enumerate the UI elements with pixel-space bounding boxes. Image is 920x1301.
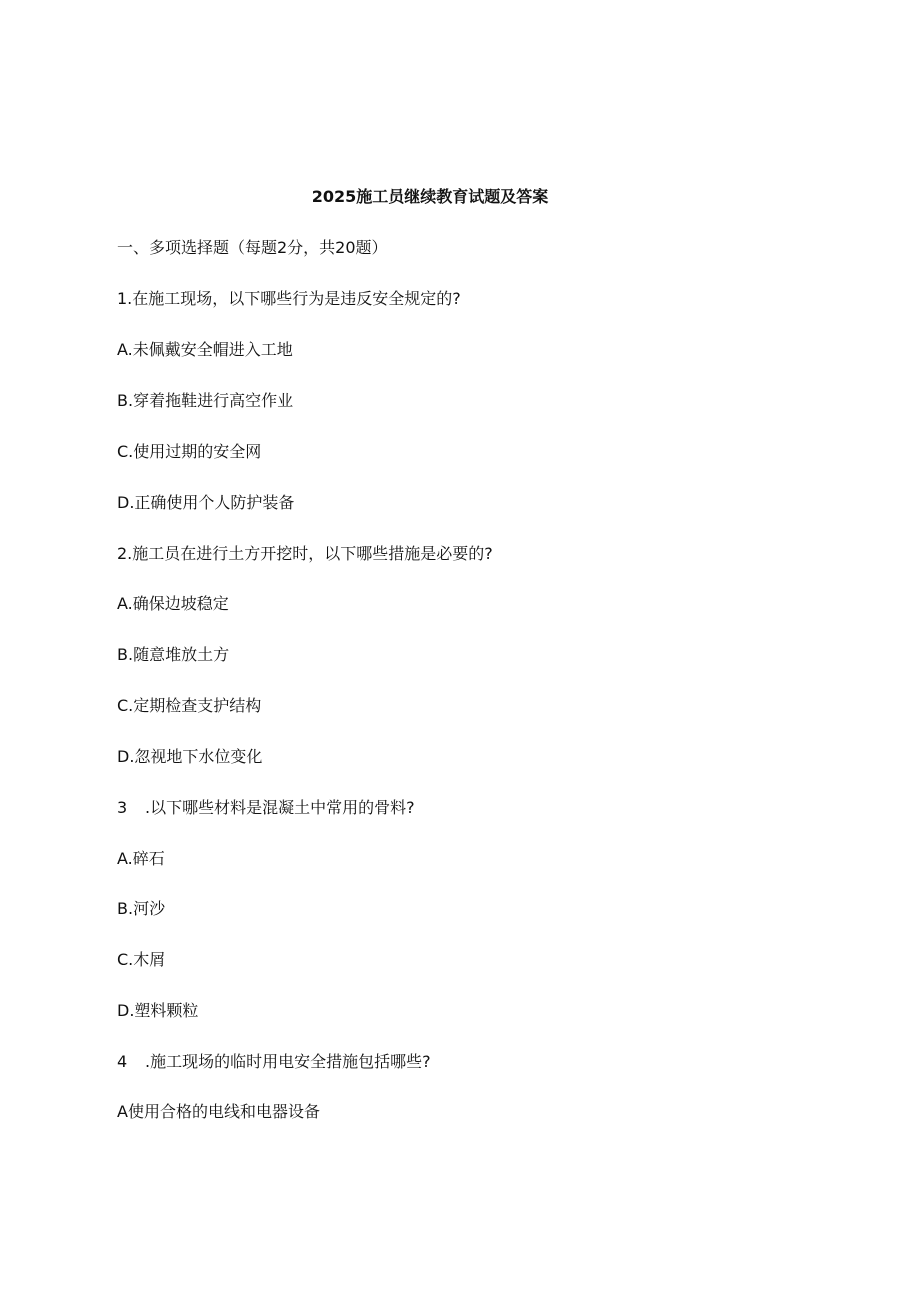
question-3-option-c: C.木屑 [117,950,166,969]
question-4-text [117,1051,431,1073]
question-2-option-c: C.定期检查支护结构 [117,696,262,715]
question-2-option-d: D.忽视地下水位变化 [117,747,263,766]
question-1-option-c: C.使用过期的安全网 [117,442,262,461]
question-1-option-a: A.未佩戴安全帽进入工地 [117,340,293,359]
question-4-number: 4 [117,1052,128,1071]
question-3-option-b: B.河沙 [117,899,166,918]
document-title: 2025施工员继续教育试题及答案 [311,187,549,206]
question-1-option-d: D.正确使用个人防护装备 [117,493,295,512]
question-3-option-a: A.碎石 [117,849,165,868]
question-3-option-d: D.塑料颗粒 [117,1001,199,1020]
question-1-text: 1.在施工现场，以下哪些行为是违反安全规定的? [117,289,461,308]
question-4-body: .施工现场的临时用电安全措施包括哪些? [145,1052,431,1071]
question-1-option-b: B.穿着拖鞋进行高空作业 [117,391,294,410]
question-3-text [117,797,415,819]
question-2-text: 2.施工员在进行土方开挖时，以下哪些措施是必要的? [117,544,493,563]
question-2-option-b: B.随意堆放土方 [117,645,230,664]
question-3-number: 3 [117,798,128,817]
question-3-body: .以下哪些材料是混凝土中常用的骨料? [145,798,415,817]
question-4-option-a: A使用合格的电线和电器设备 [117,1102,320,1121]
section-heading: 一、多项选择题（每题2分，共20题） [117,238,388,257]
question-2-option-a: A.确保边坡稳定 [117,594,229,613]
